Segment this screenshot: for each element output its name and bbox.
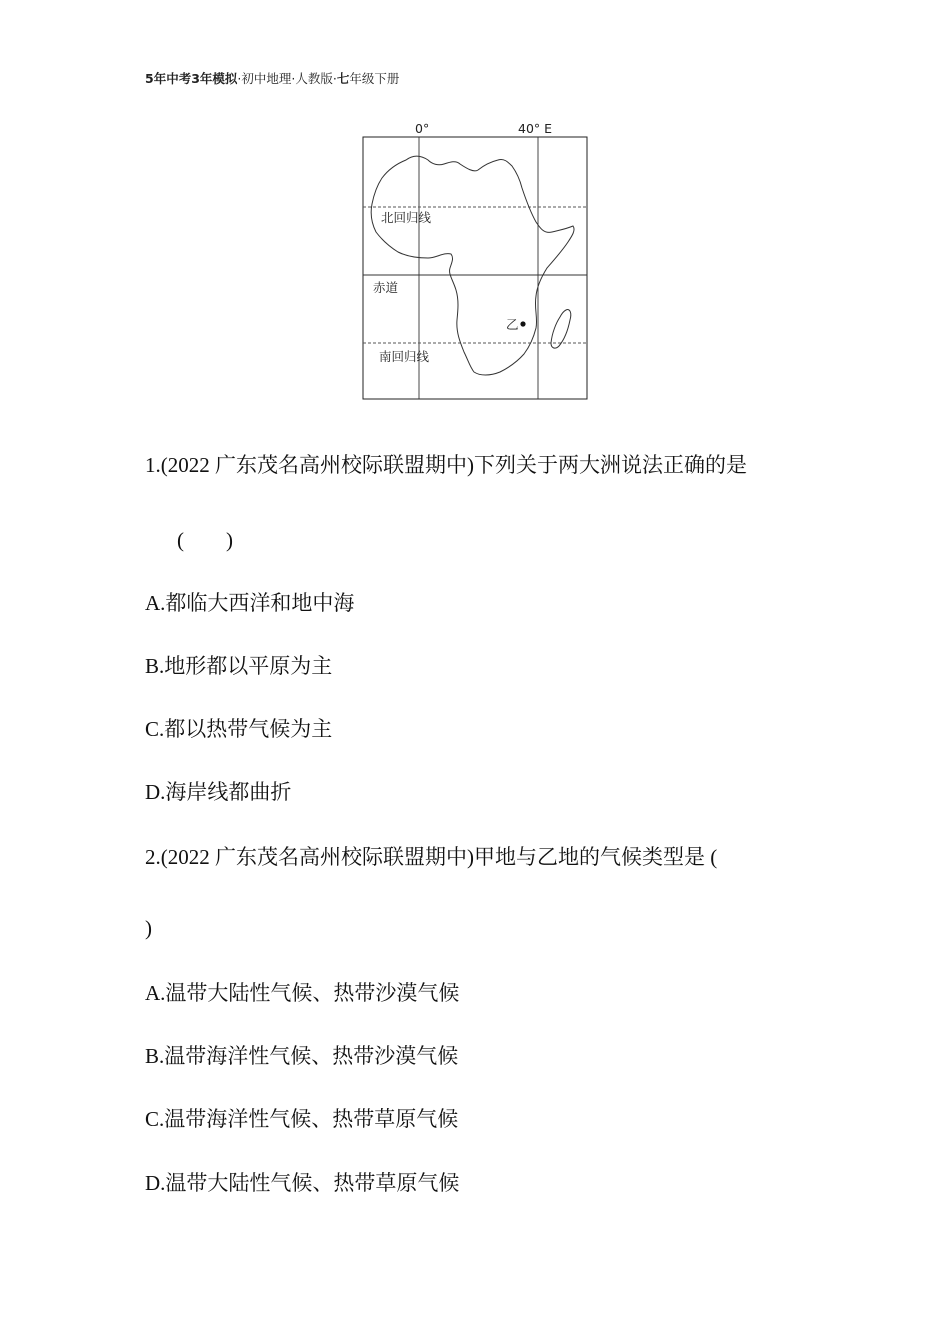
header-series: 5年中考3年模拟 [145, 71, 238, 86]
q2-stem: 2.(2022 广东茂名高州校际联盟期中)甲地与乙地的气候类型是 ( [145, 845, 718, 869]
q2-answer-bracket: ) [145, 916, 152, 940]
africa-map [356, 118, 596, 408]
label-lon-0: 0° [415, 121, 430, 136]
label-point-yi: 乙 [506, 317, 519, 332]
label-lon-40e: 40° E [518, 121, 553, 136]
madagascar [551, 310, 571, 349]
q1-option-a: A.都临大西洋和地中海 [145, 591, 355, 615]
label-tropic-capricorn: 南回归线 [379, 349, 430, 364]
q1-answer-bracket: ( ) [177, 528, 233, 552]
header-grade-suffix: 年级下册 [349, 71, 400, 86]
q2-option-d: D.温带大陆性气候、热带草原气候 [145, 1171, 460, 1195]
label-equator: 赤道 [373, 280, 399, 295]
q1-option-b: B.地形都以平原为主 [145, 654, 333, 678]
africa-coastline [371, 156, 574, 375]
label-tropic-cancer: 北回归线 [381, 210, 432, 225]
q1-option-c: C.都以热带气候为主 [145, 717, 333, 741]
q2-option-c: C.温带海洋性气候、热带草原气候 [145, 1107, 459, 1131]
q2-option-b: B.温带海洋性气候、热带沙漠气候 [145, 1044, 459, 1068]
q2-option-a: A.温带大陆性气候、热带沙漠气候 [145, 981, 460, 1005]
q1-option-d: D.海岸线都曲折 [145, 780, 292, 804]
point-yi-dot [520, 321, 525, 326]
header-subtitle: ·初中地理·人教版· [237, 71, 337, 86]
q1-stem: 1.(2022 广东茂名高州校际联盟期中)下列关于两大洲说法正确的是 [145, 453, 747, 477]
header-grade: 七 [336, 71, 350, 86]
page-header [145, 69, 399, 87]
